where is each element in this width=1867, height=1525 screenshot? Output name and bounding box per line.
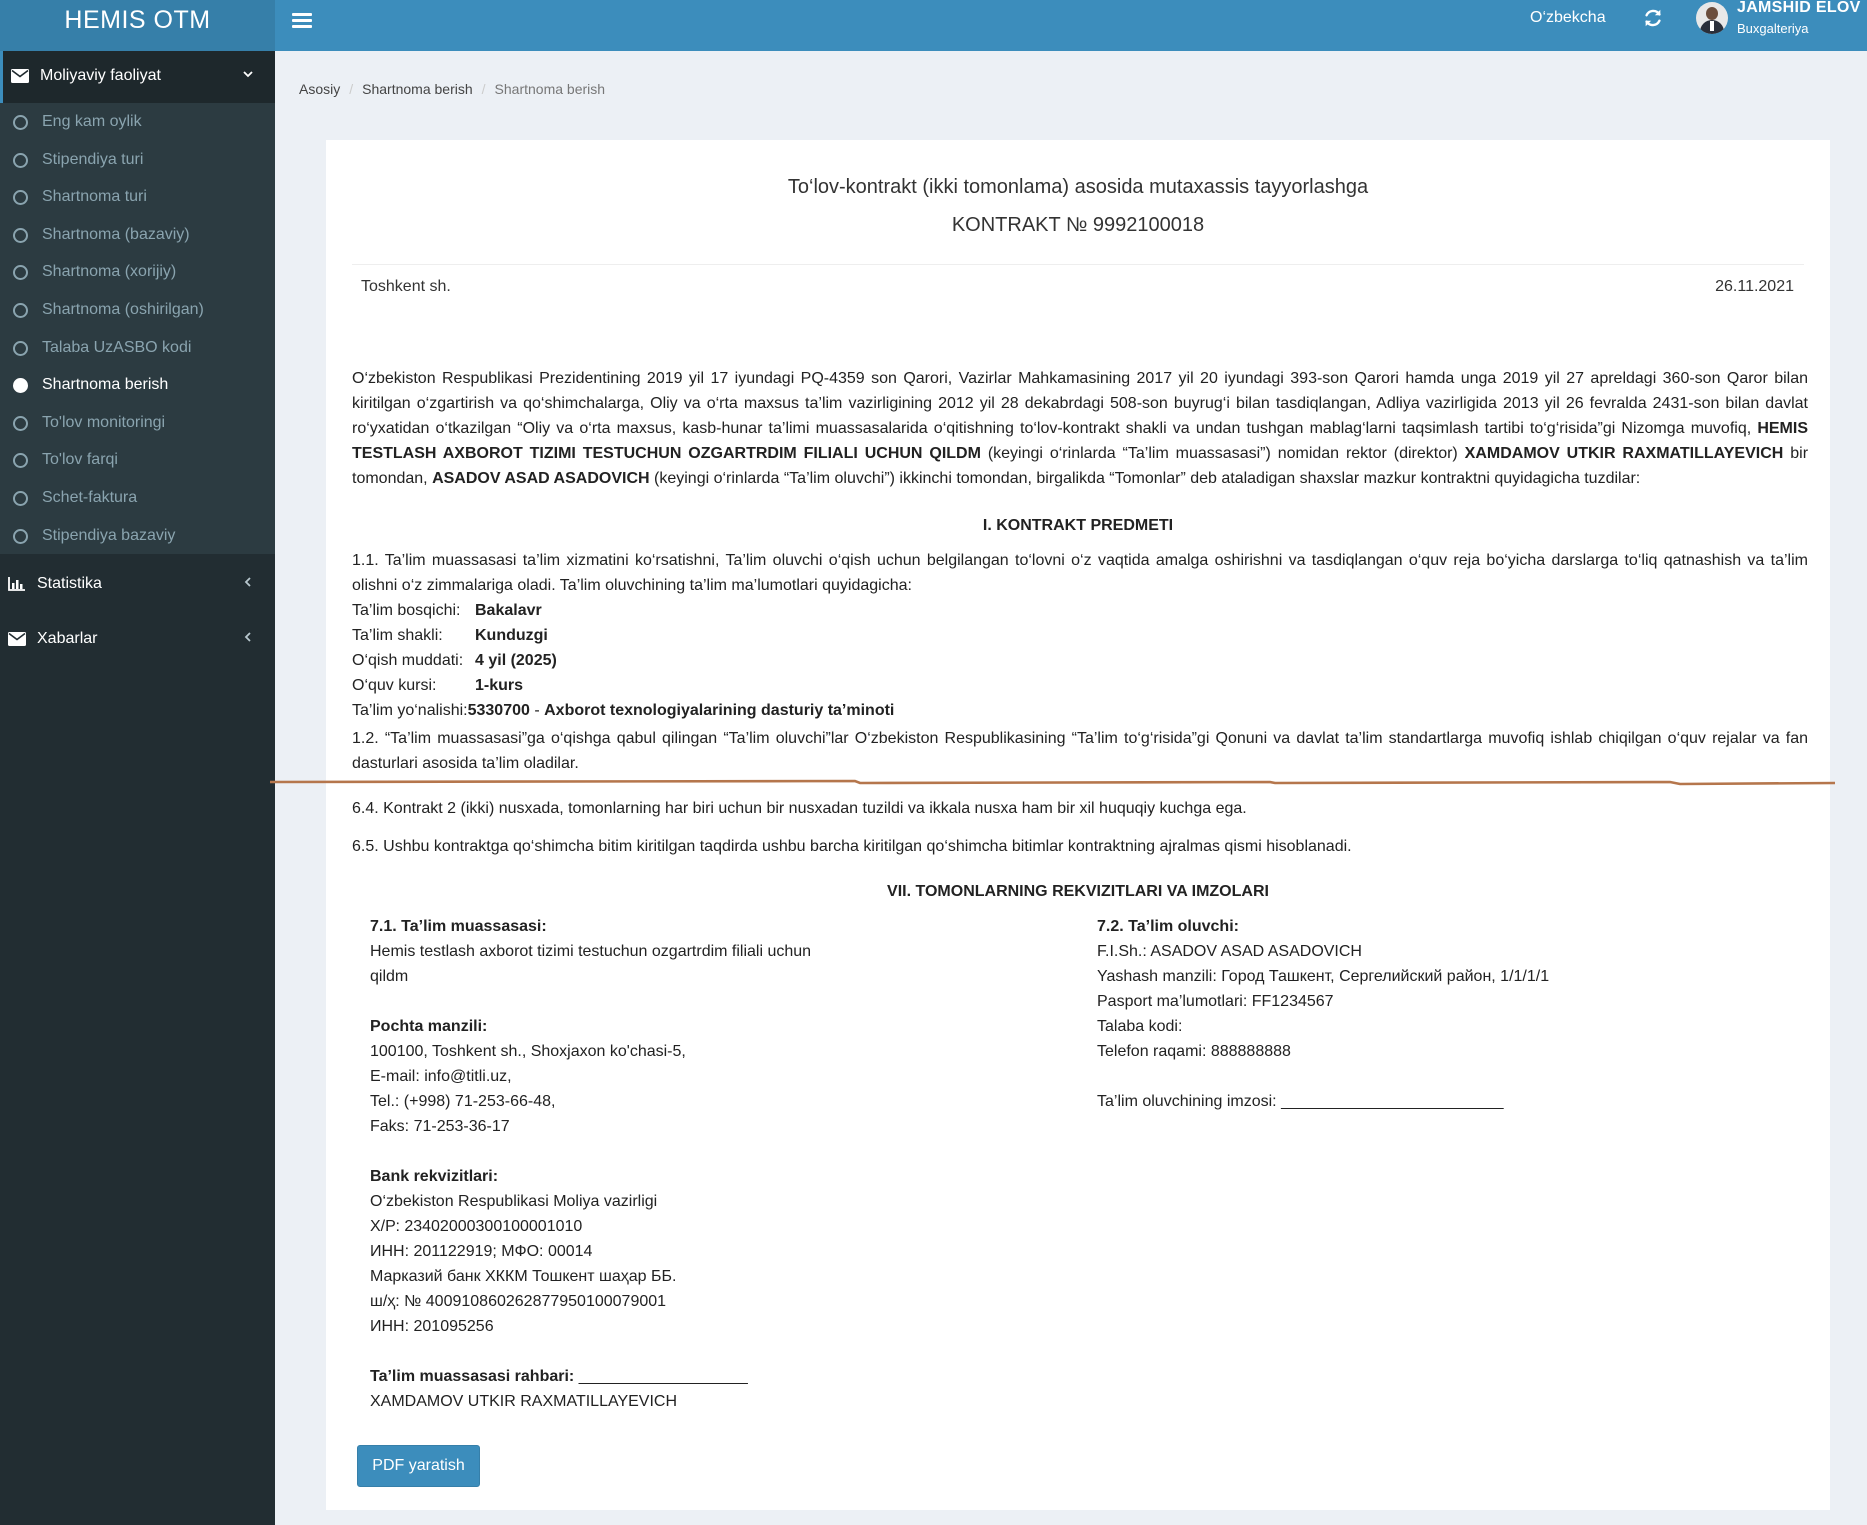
sidebar-item-label: Talaba UzASBO kodi	[42, 338, 192, 356]
sidebar-item-label: Schet-faktura	[42, 488, 138, 506]
document-title: To‘lov-kontrakt (ikki tomonlama) asosida mutaxassis tayyorlashga	[787, 176, 1369, 198]
requisites-heading: 7.1. Ta’lim muassasasi:	[370, 918, 547, 935]
info-row-form	[352, 623, 894, 648]
user-avatar[interactable]	[1696, 2, 1728, 34]
breadcrumb-current: Shartnoma berish	[494, 81, 606, 97]
sidebar-item-talaba-uzasbo-kodi[interactable]	[0, 329, 275, 367]
info-value: 4 yil (2025)	[475, 652, 557, 669]
sidebar-item-eng-kam-oylik[interactable]	[0, 103, 275, 141]
student-heading: 7.2. Ta’lim oluvchi:	[1097, 918, 1239, 935]
contract-document	[326, 140, 1830, 1510]
contract-number: KONTRAKT № 9992100018	[951, 214, 1205, 236]
institution-full-name: Hemis testlash axborot tizimi testuchun ozgartrdim filiali uchun qildm	[370, 943, 812, 985]
info-value: Kunduzgi	[475, 627, 548, 644]
info-row-level	[352, 598, 894, 623]
bar-chart-icon	[8, 577, 26, 591]
sidebar-section-label: Xabarlar	[37, 630, 98, 647]
sidebar-item-label: Stipendiya bazaviy	[42, 526, 176, 544]
student-phone: Telefon raqami: 888888888	[1097, 1043, 1291, 1060]
breadcrumb-separator: /	[349, 81, 354, 97]
sidebar-item-tolov-farqi[interactable]	[0, 441, 275, 479]
sidebar-section-xabarlar[interactable]	[0, 614, 275, 666]
breadcrumb-separator: /	[481, 81, 486, 97]
bank-line: ш/ҳ: № 400910860262877950100079001	[370, 1293, 667, 1310]
student-name: ASADOV ASAD ASADOVICH	[432, 470, 650, 487]
sidebar-submenu	[0, 103, 275, 554]
sidebar-item-label: Stipendiya turi	[42, 150, 144, 168]
info-row-course	[352, 673, 894, 698]
info-row-direction	[352, 698, 894, 723]
student-signature: Ta’lim oluvchining imzosi: _________________________	[1097, 1093, 1504, 1110]
circle-icon	[13, 153, 28, 168]
sidebar-item-label: Shartnoma (xorijiy)	[42, 263, 177, 281]
bank-line: ИНН: 201122919; МФО: 00014	[370, 1243, 593, 1260]
breadcrumb-home[interactable]: Asosiy	[299, 81, 341, 97]
sidebar	[0, 51, 275, 1525]
user-name[interactable]: JAMSHID ELOV	[1737, 0, 1861, 16]
breadcrumb-parent[interactable]: Shartnoma berish	[362, 81, 473, 97]
circle-icon	[13, 303, 28, 318]
circle-icon	[13, 416, 28, 431]
preamble-mid1: (keyingi o‘rinlarda “Ta’lim muassasasi”) nomidan rektor (direktor)	[980, 445, 1465, 462]
student-address: Yashash manzili: Город Ташкент, Сергелийский район, 1/1/1/1	[1097, 968, 1550, 985]
info-label: O‘qish muddati:	[352, 652, 464, 669]
app-logo[interactable]: HEMIS OTM	[0, 0, 275, 51]
direction-code: 5330700	[467, 702, 530, 719]
sidebar-section-statistika[interactable]	[0, 559, 275, 611]
bank-heading: Bank rekvizitlari:	[370, 1168, 499, 1185]
sidebar-item-label: Shartnoma (bazaviy)	[42, 225, 190, 243]
sidebar-item-shartnoma-bazaviy[interactable]	[0, 216, 275, 254]
sidebar-item-schet-faktura[interactable]	[0, 479, 275, 517]
circle-icon	[13, 265, 28, 280]
user-role: Buxgalteriya	[1737, 21, 1809, 36]
chevron-left-icon	[243, 632, 253, 642]
info-value: 1-kurs	[475, 677, 524, 694]
sidebar-item-shartnoma-oshirilgan[interactable]	[0, 291, 275, 329]
divider	[352, 264, 1804, 265]
contract-date: 26.11.2021	[1715, 278, 1794, 295]
paragraph-6-5: 6.5. Ushbu kontraktga qo‘shimcha bitim kiritilgan taqdirda ushbu barcha kiritilgan qo‘shimcha bitimlar kontraktning ajralmas qismi hisoblanadi.	[352, 838, 1352, 855]
cut-line-annotation	[270, 778, 1835, 786]
bank-line: ИНН: 201095256	[370, 1318, 494, 1335]
head-signature	[370, 1364, 850, 1389]
sidebar-item-tolov-monitoringi[interactable]	[0, 404, 275, 442]
sidebar-item-label: Shartnoma berish	[42, 376, 169, 394]
student-fio: F.I.Sh.: ASADOV ASAD ASADOVICH	[1097, 943, 1362, 960]
chevron-left-icon	[243, 577, 253, 587]
envelope-icon	[11, 69, 29, 83]
info-label: O‘quv kursi:	[352, 677, 437, 694]
contract-city: Toshkent sh.	[361, 278, 451, 295]
sidebar-item-label: Shartnoma (oshirilgan)	[42, 300, 204, 318]
student-code: Talaba kodi:	[1097, 1018, 1183, 1035]
preamble-end: (keyingi o‘rinlarda “Ta’lim oluvchi”) ikkinchi tomondan, birgalikda “Tomonlar” deb ataladigan shaxslar mazkur kontraktni quyidagicha tuzdilar:	[649, 470, 1641, 487]
paragraph-1-1: 1.1. Ta’lim muassasasi ta’lim xizmatini ko‘rsatishni, Ta’lim oluvchi o‘qish uchun belgilangan to‘lovni o‘z vaqtida amalga oshirishni va tasdiqlangan o‘quv reja bo‘yicha darslarga to‘liq qatnashish va ta’lim olishni o‘z zimmalariga oladi. Ta’lim oluvchining ta’lim ma’lumotlari quyidagicha:	[352, 552, 1808, 594]
circle-icon	[13, 491, 28, 506]
sidebar-item-stipendiya-turi[interactable]	[0, 141, 275, 179]
info-label: Ta’lim shakli:	[352, 627, 443, 644]
bank-line: O‘zbekiston Respublikasi Moliya vazirligi	[370, 1193, 658, 1210]
envelope-icon	[8, 632, 26, 646]
bank-line: Х/Р: 23402000300100001010	[370, 1218, 583, 1235]
sidebar-section-label: Moliyaviy faoliyat	[40, 67, 161, 84]
rector-name: XAMDAMOV UTKIR RAXMATILLAYEVICH	[1464, 445, 1784, 462]
postal-address: 100100, Toshkent sh., Shoxjaxon ko'chasi-5,	[370, 1043, 686, 1060]
circle-icon	[13, 529, 28, 544]
circle-icon	[13, 228, 28, 243]
sidebar-item-label: Shartnoma turi	[42, 188, 147, 206]
direction-separator: -	[529, 702, 545, 719]
pdf-create-button[interactable]: PDF yaratish	[357, 1445, 480, 1487]
info-row-duration	[352, 648, 894, 673]
paragraph-1-2: 1.2. “Ta’lim muassasasi”ga o‘qishga qabul qilingan “Ta’lim oluvchi”lar O‘zbekiston Respublikasining “Ta’lim to‘g‘risida”gi Qonuni va davlat ta’lim standartlarga muvofiq ishlab chiqilgan o‘quv rejalar va fan dasturlari asosida ta’lim oladilar.	[352, 730, 1808, 772]
sidebar-section-label: Statistika	[37, 575, 102, 592]
sidebar-item-stipendiya-bazaviy[interactable]	[0, 517, 275, 555]
info-label: Ta’lim bosqichi:	[352, 602, 461, 619]
student-requisites	[1097, 914, 1697, 1114]
institution-name: HEMIS TESTLASH AXBOROT TIZIMI TESTUCHUN OZGARTRDIM FILIALI UCHUN QILDM	[352, 420, 1808, 462]
top-navbar	[275, 0, 1867, 51]
sidebar-item-shartnoma-xorijiy[interactable]	[0, 253, 275, 291]
institution-requisites	[370, 914, 850, 1414]
direction-name: Axborot texnologiyalarining dasturiy ta’minoti	[544, 702, 895, 719]
circle-icon	[13, 341, 28, 356]
sidebar-item-shartnoma-turi[interactable]	[0, 178, 275, 216]
section-heading-1: I. KONTRAKT PREDMETI	[982, 517, 1174, 534]
preamble-intro: O‘zbekiston Respublikasi Prezidentining 2019 yil 17 iyundagi PQ-4359 son Qarori, Vazirlar Mahkamasining 2017 yil 20 iyundagi 393-son Qarori hamda unga 2019 yil 27 apreldagi 360-son Qaror bilan kiritilgan o‘zgartirish va qo‘shimchalarga, Oliy va o‘rta maxsus ta’lim vazirligining 2012 yil 28 dekabrdagi 508-son buyrug‘i bilan tasdiqlangan, Adliya vazirligida 2013 yil 26 fevralda 2431-son bilan davlat ro‘yxatidan o‘tkazilgan “Oliy va o‘rta maxsus, kasb-hunar ta’limi muassasalarida o‘qitishning to‘lov-kontrakt shakli va undan tushgan mablag‘larni taqsimlash tartibi to‘g‘risida”gi Nizomga muvofiq,	[352, 370, 1808, 437]
sidebar-item-shartnoma-berish[interactable]	[0, 366, 275, 404]
head-name: XAMDAMOV UTKIR RAXMATILLAYEVICH	[370, 1393, 678, 1410]
preamble-paragraph	[352, 366, 1808, 491]
education-info	[352, 598, 894, 723]
breadcrumb	[299, 81, 605, 97]
sidebar-item-label: To'lov monitoringi	[42, 413, 166, 431]
sidebar-item-label: Eng kam oylik	[42, 113, 142, 130]
menu-toggle-icon[interactable]	[292, 10, 312, 30]
bank-line: Марказий банк ХККМ Тошкент шаҳар ББ.	[370, 1268, 677, 1285]
circle-filled-icon	[13, 378, 28, 393]
institution-email: E-mail: info@titli.uz,	[370, 1068, 512, 1085]
chevron-down-icon	[243, 69, 253, 79]
circle-icon	[13, 453, 28, 468]
circle-icon	[13, 190, 28, 205]
head-signature-line: ___________________	[578, 1368, 748, 1385]
info-label: Ta’lim yo‘nalishi:	[352, 702, 468, 719]
language-selector[interactable]: O‘zbekcha	[1530, 9, 1606, 26]
info-value: Bakalavr	[475, 602, 542, 619]
paragraph-6-4: 6.4. Kontrakt 2 (ikki) nusxada, tomonlarning har biri uchun bir nusxadan tuzildi va ikkala nusxa ham bir xil huquqiy kuchga ega.	[352, 800, 1247, 817]
section-heading-7: VII. TOMONLARNING REKVIZITLARI VA IMZOLARI	[887, 883, 1269, 900]
sidebar-section-moliyaviy-faoliyat[interactable]	[0, 51, 275, 103]
institution-phone: Tel.: (+998) 71-253-66-48,	[370, 1093, 556, 1110]
student-passport: Pasport ma’lumotlari: FF1234567	[1097, 993, 1334, 1010]
preamble-mid2: bir tomondan,	[352, 445, 1809, 487]
circle-icon	[13, 115, 28, 130]
head-signature-label: Ta’lim muassasasi rahbari:	[370, 1368, 579, 1385]
refresh-icon[interactable]	[1642, 7, 1664, 29]
postal-heading: Pochta manzili:	[370, 1018, 488, 1035]
institution-fax: Faks: 71-253-36-17	[370, 1118, 510, 1135]
sidebar-item-label: To'lov farqi	[42, 451, 118, 469]
